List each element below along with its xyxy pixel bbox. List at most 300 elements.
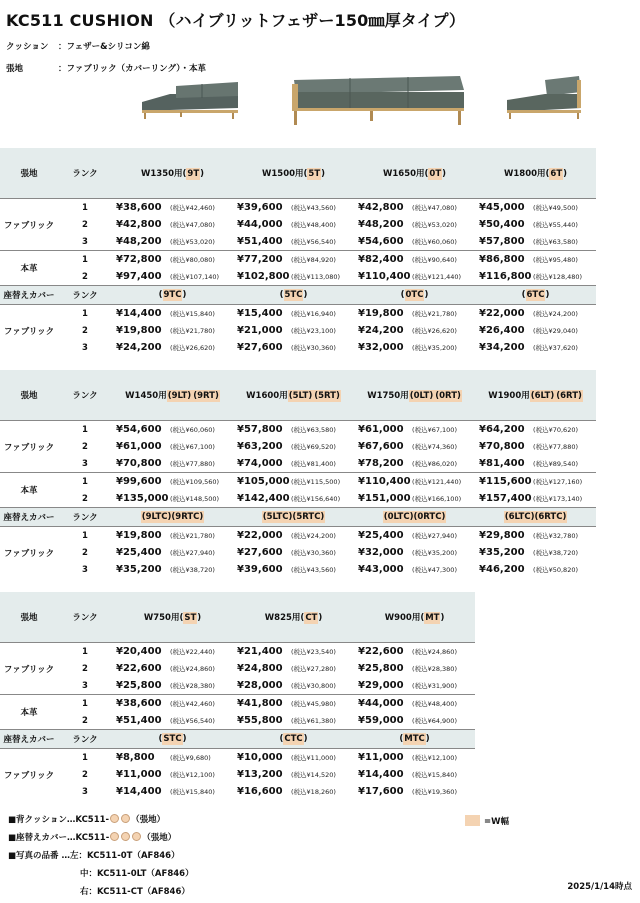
spec-upholstery: 張地 ：ファブリック（カバーリング）・本革 [6, 64, 206, 74]
price: ¥11,000 [116, 769, 162, 780]
highlight-swatch [465, 815, 480, 826]
rank-cell: 1 [58, 305, 112, 323]
price-tax-incl: (税込¥113,080) [291, 273, 341, 281]
rank-cell: 3 [82, 564, 88, 575]
price: ¥99,600 [112, 473, 170, 491]
price: ¥51,400 [116, 715, 162, 726]
header-material: 張地 [0, 370, 58, 421]
width-code: CT [305, 613, 318, 623]
w-circle-icon [132, 832, 141, 841]
price-tax-incl: (税込¥45,980) [291, 695, 354, 713]
note-photo-right: 右：KC511-CT（AF846） [80, 887, 190, 897]
price-tax-incl: (税込¥32,780) [533, 527, 596, 545]
price-tax-incl: (税込¥15,840) [412, 771, 457, 779]
price: ¥61,000 [116, 441, 162, 452]
header-material: 張地 [0, 148, 58, 199]
price-tax-incl: (税込¥27,940) [412, 527, 475, 545]
price-tax-incl: (税込¥29,040) [533, 327, 578, 335]
price: ¥44,000 [237, 219, 283, 230]
price-tax-incl: (税込¥69,520) [291, 443, 336, 451]
price-tax-incl: (税込¥21,780) [170, 327, 215, 335]
table-header [0, 370, 596, 421]
table-row [0, 544, 596, 561]
price: ¥25,400 [116, 547, 162, 558]
cover-label: 座替えカバー [0, 286, 58, 305]
table-row [0, 216, 596, 233]
price: ¥82,400 [354, 251, 412, 269]
price: ¥22,000 [233, 527, 291, 545]
table-row [0, 322, 596, 339]
price: ¥46,200 [479, 564, 525, 575]
price-tax-incl: (税込¥90,640) [412, 251, 475, 269]
rank-cell: 2 [82, 219, 88, 230]
price: ¥35,200 [479, 547, 525, 558]
width-code: (0RT) [435, 391, 461, 401]
price-tax-incl: (税込¥95,480) [533, 251, 596, 269]
price-tax-incl: (税込¥26,620) [170, 344, 215, 352]
note-seat-cover: ■座替えカバー…KC511- （張地） [8, 833, 177, 843]
rank-cell: 2 [82, 547, 88, 558]
table-row [0, 712, 475, 730]
price-tax-incl: (税込¥21,780) [170, 527, 233, 545]
price: ¥38,600 [112, 695, 170, 713]
price: ¥43,000 [358, 564, 404, 575]
price: ¥10,000 [233, 749, 291, 767]
price-tax-incl: (税込¥30,360) [291, 549, 336, 557]
material-label: ファブリック [0, 305, 58, 357]
price: ¥22,600 [116, 663, 162, 674]
price-tax-incl: (税込¥11,000) [291, 749, 354, 767]
rank-cell: 2 [82, 325, 88, 336]
table-row [0, 339, 596, 356]
price: ¥59,000 [358, 715, 404, 726]
header-rank: ランク [58, 148, 112, 199]
price: ¥57,800 [233, 421, 291, 439]
table-row [0, 660, 475, 677]
table-row [0, 643, 475, 661]
price: ¥38,600 [112, 199, 170, 217]
material-label: 本革 [0, 473, 58, 508]
price: ¥67,600 [358, 441, 404, 452]
cover-code: (STC) [112, 730, 233, 749]
header-rank: ランク [58, 592, 112, 643]
price-tax-incl: (税込¥77,880) [533, 443, 578, 451]
price: ¥14,400 [112, 305, 170, 323]
header-width: W1350用(9T) [112, 148, 233, 199]
rank-cell: 3 [82, 236, 88, 247]
price: ¥74,000 [237, 458, 283, 469]
sofa-photo-left [140, 74, 240, 120]
price: ¥29,800 [475, 527, 533, 545]
price: ¥48,200 [116, 236, 162, 247]
cover-rank-label: ランク [58, 286, 112, 305]
price-tax-incl: (税込¥28,380) [412, 665, 457, 673]
rank-cell: 2 [82, 715, 88, 726]
price: ¥44,000 [354, 695, 412, 713]
price-tax-incl: (税込¥21,780) [412, 305, 475, 323]
price-tax-incl: (税込¥48,400) [412, 695, 475, 713]
header-width: W825用(CT) [233, 592, 354, 643]
price-tax-incl: (税込¥23,540) [291, 643, 354, 661]
date-stamp: 2025/1/14時点 [567, 882, 632, 892]
price-tax-incl: (税込¥56,540) [291, 238, 336, 246]
price: ¥48,200 [358, 219, 404, 230]
width-code: 5T [308, 169, 321, 179]
price-tax-incl: (税込¥107,140) [170, 273, 220, 281]
price-tax-incl: (税込¥50,820) [533, 566, 578, 574]
price-tax-incl: (税込¥42,460) [170, 695, 233, 713]
table-row [0, 438, 596, 455]
note-photo-mid: 中：KC511-0LT（AF846） [80, 869, 194, 879]
price: ¥42,800 [354, 199, 412, 217]
price-tax-incl: (税込¥80,080) [170, 251, 233, 269]
price-tax-incl: (税込¥22,440) [170, 643, 233, 661]
price-tax-incl: (税込¥14,520) [291, 771, 336, 779]
price-tax-incl: (税込¥115,500) [291, 473, 354, 491]
cover-code: (CTC) [233, 730, 354, 749]
header-width: W1650用(0T) [354, 148, 475, 199]
price: ¥32,000 [358, 342, 404, 353]
price: ¥39,600 [233, 199, 291, 217]
price-tax-incl: (税込¥38,720) [170, 566, 215, 574]
header-material: 張地 [0, 592, 58, 643]
price-tax-incl: (税込¥47,080) [170, 221, 215, 229]
price-tax-incl: (税込¥30,800) [291, 682, 336, 690]
rank-cell: 1 [58, 643, 112, 661]
cover-code: (9LTC)(9RTC) [112, 508, 233, 527]
price: ¥25,400 [354, 527, 412, 545]
price: ¥24,800 [237, 663, 283, 674]
header-width: W750用(ST) [112, 592, 233, 643]
rank-cell: 1 [58, 749, 112, 767]
rank-cell: 3 [82, 786, 88, 797]
price: ¥16,600 [237, 786, 283, 797]
price: ¥19,800 [354, 305, 412, 323]
width-code: 9T [187, 169, 200, 179]
rank-cell: 3 [82, 680, 88, 691]
cover-code: (5LTC)(5RTC) [233, 508, 354, 527]
price: ¥21,400 [233, 643, 291, 661]
price-tax-incl: (税込¥35,200) [412, 549, 457, 557]
cover-code: (0TC) [354, 286, 475, 305]
price-tax-incl: (税込¥28,380) [170, 682, 215, 690]
price-tax-incl: (税込¥55,440) [533, 221, 578, 229]
width-code: MT [425, 613, 440, 623]
price: ¥25,800 [116, 680, 162, 691]
cover-rank-label: ランク [58, 508, 112, 527]
width-code: (5RT) [314, 391, 340, 401]
cover-header [0, 508, 596, 527]
price-tax-incl: (税込¥42,460) [170, 199, 233, 217]
price-tax-incl: (税込¥127,160) [533, 473, 596, 491]
header-width: W1450用(9LT) (9RT) [112, 370, 233, 421]
width-code: (9LT) [167, 391, 192, 401]
price-tax-incl: (税込¥63,580) [533, 238, 578, 246]
width-code: (0LT) [409, 391, 434, 401]
price: ¥157,400 [479, 493, 532, 504]
price: ¥72,800 [112, 251, 170, 269]
price: ¥24,200 [116, 342, 162, 353]
price-tax-incl: (税込¥109,560) [170, 473, 233, 491]
price-tax-incl: (税込¥60,060) [170, 421, 233, 439]
price-tax-incl: (税込¥49,500) [533, 199, 596, 217]
material-label: ファブリック [0, 749, 58, 801]
price: ¥55,800 [237, 715, 283, 726]
price-tax-incl: (税込¥53,020) [412, 221, 457, 229]
price: ¥54,600 [112, 421, 170, 439]
table-row [0, 766, 475, 783]
cover-header [0, 286, 596, 305]
table-row [0, 199, 596, 217]
price-tax-incl: (税込¥84,920) [291, 251, 354, 269]
table-row [0, 783, 475, 800]
price: ¥29,000 [358, 680, 404, 691]
rank-cell: 1 [58, 527, 112, 545]
table-header [0, 148, 596, 199]
price: ¥42,800 [116, 219, 162, 230]
cover-rank-label: ランク [58, 730, 112, 749]
price: ¥110,400 [354, 473, 412, 491]
price: ¥13,200 [237, 769, 283, 780]
table-row [0, 268, 596, 286]
price-tax-incl: (税込¥26,620) [412, 327, 457, 335]
price: ¥34,200 [479, 342, 525, 353]
price-tax-incl: (税込¥61,380) [291, 717, 336, 725]
w-circle-icon [121, 832, 130, 841]
rank-cell: 2 [82, 493, 88, 504]
price-tax-incl: (税込¥43,560) [291, 199, 354, 217]
header-width: W1750用(0LT) (0RT) [354, 370, 475, 421]
price-tax-incl: (税込¥128,480) [533, 273, 583, 281]
price: ¥41,800 [233, 695, 291, 713]
material-label: ファブリック [0, 199, 58, 251]
cover-code: (5TC) [233, 286, 354, 305]
price: ¥116,800 [479, 271, 532, 282]
rank-cell: 3 [82, 458, 88, 469]
price-tax-incl: (税込¥35,200) [412, 344, 457, 352]
price-table [0, 592, 475, 800]
price: ¥28,000 [237, 680, 283, 691]
price-tax-incl: (税込¥24,860) [412, 643, 475, 661]
price: ¥78,200 [358, 458, 404, 469]
sofa-photo-right [505, 74, 585, 120]
header-width: W1800用(6T) [475, 148, 596, 199]
price-tax-incl: (税込¥23,100) [291, 327, 336, 335]
rank-cell: 2 [82, 271, 88, 282]
header-width: W1500用(5T) [233, 148, 354, 199]
header-width: W1600用(5LT) (5RT) [233, 370, 354, 421]
width-code: (5LT) [288, 391, 313, 401]
price: ¥20,400 [112, 643, 170, 661]
table-row [0, 677, 475, 695]
cover-label: 座替えカバー [0, 730, 58, 749]
table-row [0, 473, 596, 491]
notes [8, 813, 194, 903]
price: ¥22,000 [475, 305, 533, 323]
price: ¥86,800 [475, 251, 533, 269]
material-label: ファブリック [0, 421, 58, 473]
price: ¥15,400 [233, 305, 291, 323]
price: ¥54,600 [358, 236, 404, 247]
table-row [0, 305, 596, 323]
price: ¥24,200 [358, 325, 404, 336]
price: ¥26,400 [479, 325, 525, 336]
cover-code: (6LTC)(6RTC) [475, 508, 596, 527]
price: ¥17,600 [358, 786, 404, 797]
material-label: ファブリック [0, 643, 58, 695]
price-tax-incl: (税込¥67,100) [170, 443, 215, 451]
width-code: 0T [429, 169, 442, 179]
material-label: 本革 [0, 695, 58, 730]
rank-cell: 2 [82, 441, 88, 452]
price: ¥21,000 [237, 325, 283, 336]
material-label: 本革 [0, 251, 58, 286]
price: ¥70,800 [116, 458, 162, 469]
price: ¥14,400 [116, 786, 162, 797]
rank-cell: 1 [58, 695, 112, 713]
price: ¥39,600 [237, 564, 283, 575]
price-tax-incl: (税込¥121,440) [412, 473, 475, 491]
price-tax-incl: (税込¥173,140) [533, 495, 583, 503]
price: ¥14,400 [358, 769, 404, 780]
price: ¥25,800 [358, 663, 404, 674]
price: ¥97,400 [116, 271, 162, 282]
price: ¥64,200 [475, 421, 533, 439]
price-tax-incl: (税込¥121,440) [412, 273, 462, 281]
note-back-cushion: ■背クッション…KC511- （張地） [8, 815, 166, 825]
price-tax-incl: (税込¥27,940) [170, 549, 215, 557]
price-tax-incl: (税込¥37,620) [533, 344, 578, 352]
price: ¥63,200 [237, 441, 283, 452]
table-row [0, 749, 475, 767]
table-row [0, 233, 596, 251]
price: ¥35,200 [116, 564, 162, 575]
price-tax-incl: (税込¥31,900) [412, 682, 457, 690]
table-row [0, 561, 596, 578]
rank-cell: 3 [82, 342, 88, 353]
price: ¥77,200 [233, 251, 291, 269]
price: ¥81,400 [479, 458, 525, 469]
price-tax-incl: (税込¥148,500) [170, 495, 220, 503]
price-tax-incl: (税込¥16,940) [291, 305, 354, 323]
price: ¥105,000 [233, 473, 291, 491]
price: ¥135,000 [116, 493, 169, 504]
cover-label: 座替えカバー [0, 508, 58, 527]
price-tax-incl: (税込¥27,280) [291, 665, 336, 673]
rank-cell: 1 [58, 251, 112, 269]
table-row [0, 251, 596, 269]
width-code: (6LT) [530, 391, 555, 401]
cover-code: (9TC) [112, 286, 233, 305]
table-header [0, 592, 475, 643]
price-tax-incl: (税込¥60,060) [412, 238, 457, 246]
header-rank: ランク [58, 370, 112, 421]
price: ¥27,600 [237, 547, 283, 558]
table-row [0, 421, 596, 439]
width-code: 6T [550, 169, 563, 179]
price: ¥11,000 [354, 749, 412, 767]
rank-cell: 1 [58, 199, 112, 217]
header-width: W900用(MT) [354, 592, 475, 643]
sofa-photo-center [290, 66, 466, 128]
price-tax-incl: (税込¥43,560) [291, 566, 336, 574]
price: ¥22,600 [354, 643, 412, 661]
material-label: ファブリック [0, 527, 58, 579]
w-circle-icon [110, 814, 119, 823]
price: ¥57,800 [479, 236, 525, 247]
price: ¥70,800 [479, 441, 525, 452]
table-row [0, 527, 596, 545]
price-tax-incl: (税込¥24,200) [533, 305, 596, 323]
price-tax-incl: (税込¥70,620) [533, 421, 596, 439]
price: ¥19,800 [116, 325, 162, 336]
width-code: (9RT) [193, 391, 219, 401]
legend: =W幅 [465, 815, 509, 827]
price-tax-incl: (税込¥15,840) [170, 788, 215, 796]
price-table [0, 148, 596, 356]
price: ¥151,000 [358, 493, 411, 504]
price-table [0, 370, 596, 578]
table-row [0, 695, 475, 713]
price-tax-incl: (税込¥24,860) [170, 665, 215, 673]
price: ¥50,400 [479, 219, 525, 230]
rank-cell: 1 [58, 421, 112, 439]
cover-code: (MTC) [354, 730, 475, 749]
price-tax-incl: (税込¥89,540) [533, 460, 578, 468]
price: ¥110,400 [358, 271, 411, 282]
price-tax-incl: (税込¥47,300) [412, 566, 457, 574]
price: ¥27,600 [237, 342, 283, 353]
price-tax-incl: (税込¥38,720) [533, 549, 578, 557]
price-tax-incl: (税込¥156,640) [291, 495, 341, 503]
price-tax-incl: (税込¥9,680) [170, 749, 233, 767]
price-tax-incl: (税込¥166,100) [412, 495, 462, 503]
cover-code: (6TC) [475, 286, 596, 305]
price-tax-incl: (税込¥47,080) [412, 199, 475, 217]
note-photo-codes: ■写真の品番 …左：KC511-0T（AF846） [8, 851, 180, 861]
price: ¥8,800 [112, 749, 170, 767]
price-tax-incl: (税込¥86,020) [412, 460, 457, 468]
price: ¥61,000 [354, 421, 412, 439]
page-title: KC511 CUSHION （ハイブリットフェザー150㎜厚タイプ） [6, 11, 466, 30]
price-tax-incl: (税込¥30,360) [291, 344, 336, 352]
width-code: (6RT) [556, 391, 582, 401]
price: ¥142,400 [237, 493, 290, 504]
table-row [0, 490, 596, 508]
price: ¥102,800 [237, 271, 290, 282]
width-code: ST [184, 613, 197, 623]
spec-cushion: クッション ：フェザー&シリコン綿 [6, 42, 150, 52]
price-tax-incl: (税込¥48,400) [291, 221, 336, 229]
price-tax-incl: (税込¥18,260) [291, 788, 336, 796]
price-tax-incl: (税込¥24,200) [291, 527, 354, 545]
rank-cell: 2 [82, 663, 88, 674]
cover-code: (0LTC)(0RTC) [354, 508, 475, 527]
price: ¥32,000 [358, 547, 404, 558]
table-row [0, 455, 596, 473]
rank-cell: 2 [82, 769, 88, 780]
price: ¥51,400 [237, 236, 283, 247]
w-circle-icon [121, 814, 130, 823]
price-tax-incl: (税込¥12,100) [412, 749, 475, 767]
rank-cell: 1 [58, 473, 112, 491]
cover-header [0, 730, 475, 749]
price-tax-incl: (税込¥64,900) [412, 717, 457, 725]
price-tax-incl: (税込¥12,100) [170, 771, 215, 779]
price-tax-incl: (税込¥53,020) [170, 238, 215, 246]
price-tax-incl: (税込¥77,880) [170, 460, 215, 468]
price-tax-incl: (税込¥56,540) [170, 717, 215, 725]
